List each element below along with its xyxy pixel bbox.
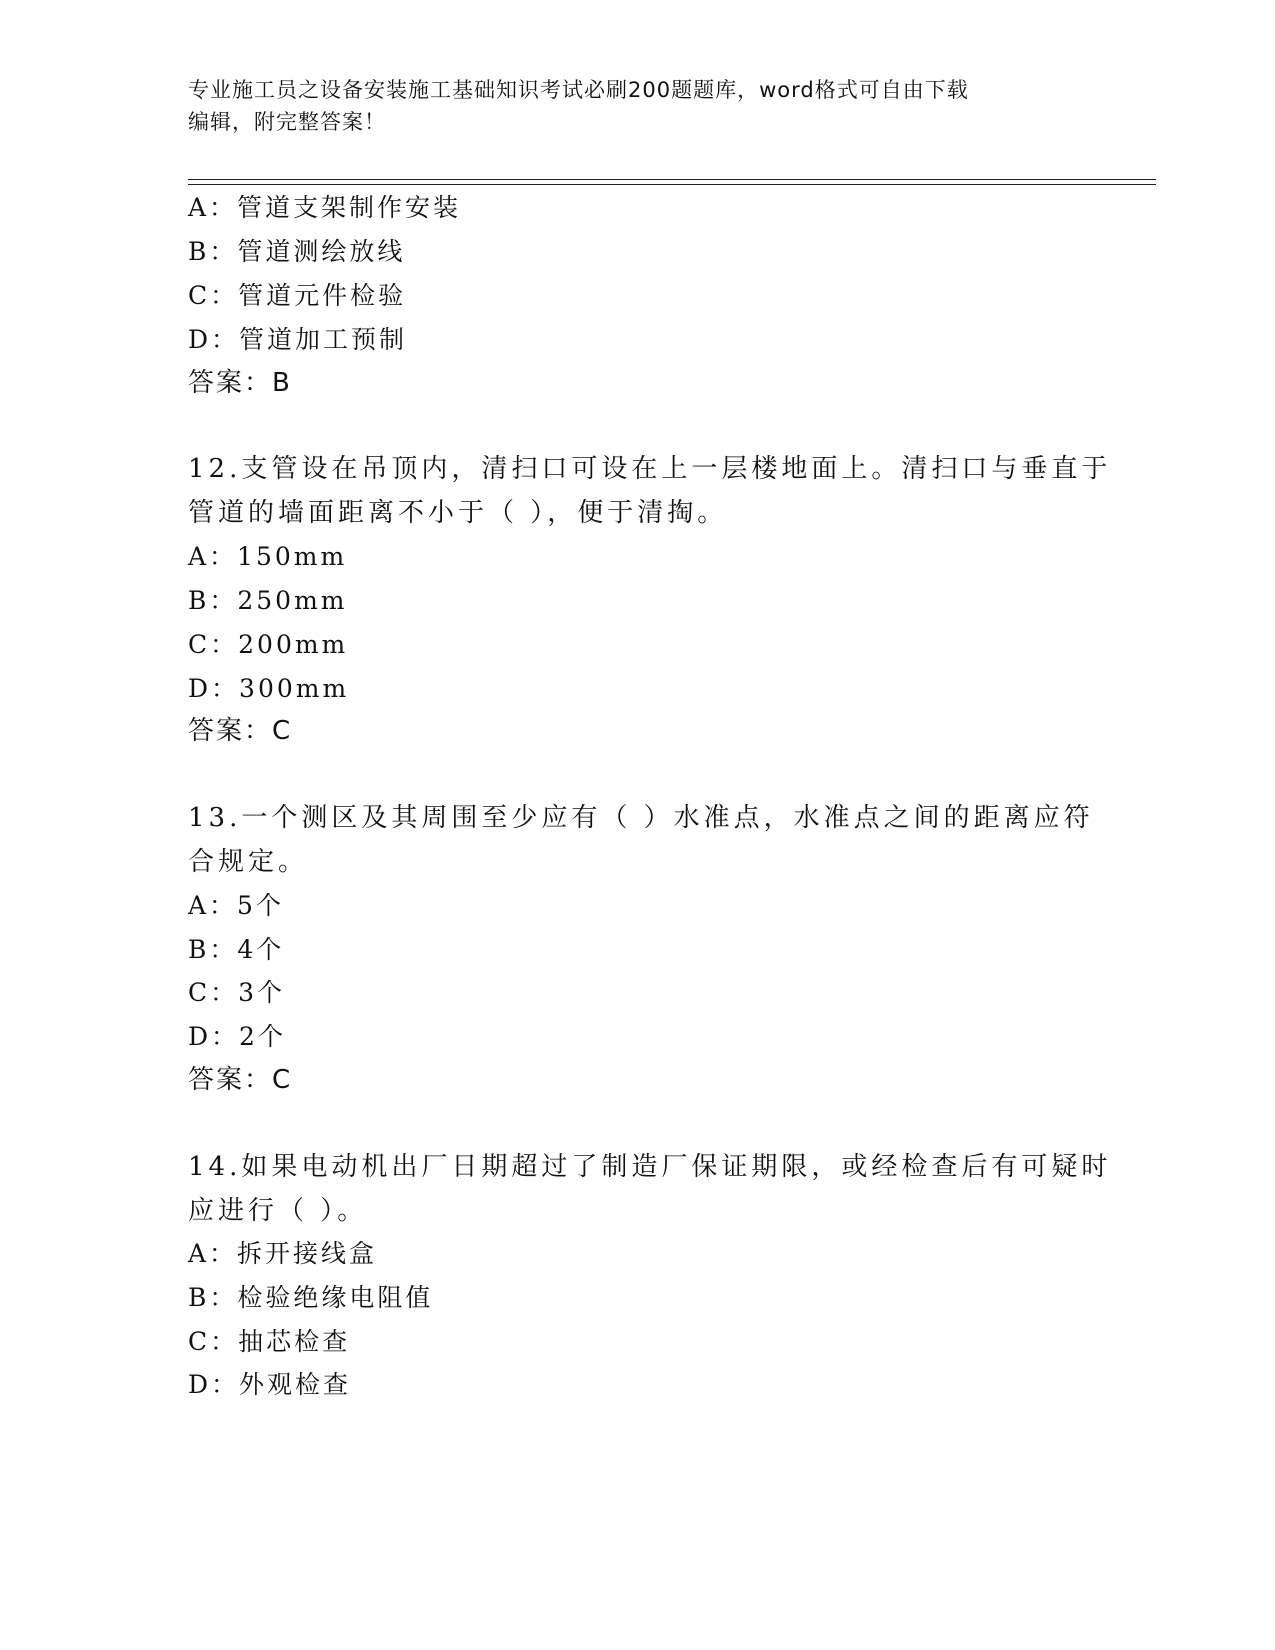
q12-option-d: D：300mm: [188, 674, 350, 703]
q13-answer: 答案：C: [188, 1065, 293, 1095]
q11-option-d: D：管道加工预制: [188, 325, 408, 354]
q11-answer: 答案：B: [188, 368, 292, 398]
q13-option-b: B：4个: [188, 935, 285, 964]
q13-stem-line-1: 13.一个测区及其周围至少应有（ ）水准点，水准点之间的距离应符: [188, 803, 1094, 833]
q14-stem-line-1: 14.如果电动机出厂日期超过了制造厂保证期限，或经检查后有可疑时: [188, 1152, 1112, 1182]
q11-option-b: B：管道测绘放线: [188, 237, 406, 266]
q14-option-b: B：检验绝缘电阻值: [188, 1283, 434, 1312]
q14-option-c: C：抽芯检查: [188, 1327, 351, 1356]
q14-stem-line-2: 应进行（ ）。: [188, 1196, 368, 1226]
q13-stem-line-2: 合规定。: [188, 847, 309, 877]
q12-option-c: C：200mm: [188, 630, 349, 659]
q14-option-a: A：拆开接线盒: [188, 1239, 378, 1268]
q13-option-a: A：5个: [188, 891, 284, 920]
header-title-line-2: 编辑，附完整答案！: [188, 110, 386, 134]
header-divider-bottom: [188, 184, 1156, 185]
q14-option-d: D：外观检查: [188, 1370, 352, 1399]
q11-option-c: C：管道元件检验: [188, 281, 407, 310]
q12-answer: 答案：C: [188, 716, 293, 746]
q12-option-a: A：150mm: [188, 542, 348, 571]
q12-stem-line-2: 管道的墙面距离不小于（ ），便于清掏。: [188, 498, 728, 528]
header-title-line-1: 专业施工员之设备安装施工基础知识考试必刷200题题库，word格式可自由下载: [188, 78, 969, 102]
q13-option-d: D：2个: [188, 1022, 286, 1051]
q13-option-c: C：3个: [188, 978, 286, 1007]
q11-option-a: A：管道支架制作安装: [188, 193, 462, 222]
document-header: [188, 74, 1068, 138]
q12-option-b: B：250mm: [188, 586, 348, 615]
header-divider-top: [188, 179, 1156, 180]
q12-stem-line-1: 12.支管设在吊顶内，清扫口可设在上一层楼地面上。清扫口与垂直于: [188, 454, 1112, 484]
